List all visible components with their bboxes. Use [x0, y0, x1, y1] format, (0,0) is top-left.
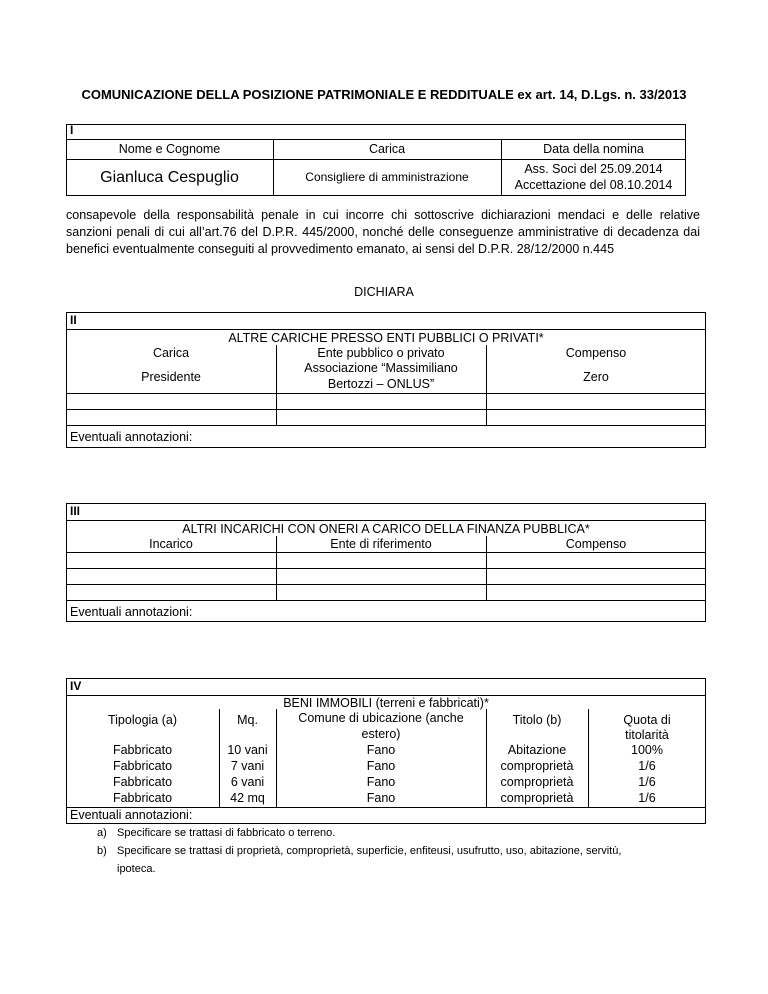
nomination-date-1: Ass. Soci del 25.09.2014 [524, 162, 663, 176]
header-titolo: Titolo (b) [512, 713, 562, 727]
row-titolo: Abitazione [507, 743, 567, 757]
header-ente-riferimento: Ente di riferimento [330, 537, 432, 551]
nomination-date-2: Accettazione del 08.10.2014 [514, 178, 673, 192]
section-1-number: I [70, 123, 74, 137]
section-4-number: IV [70, 679, 82, 693]
header-name: Nome e Cognome [118, 142, 221, 156]
header-compenso: Compenso [565, 346, 627, 360]
person-role: Consigliere di amministrazione [305, 170, 469, 184]
header-carica: Carica [152, 346, 190, 360]
footnote-b-text-1: Specificare se trattasi di proprietà, comproprietà, superficie, enfiteusi, usufrutto, uso, abitazione, servitù, [117, 845, 622, 857]
row-quota: 100% [631, 743, 663, 757]
row-tipologia: Fabbricato [112, 775, 173, 789]
row-tipologia: Fabbricato [112, 791, 173, 805]
section-3-number: III [70, 504, 81, 518]
section-2-number: II [70, 313, 77, 327]
ente-value-1: Associazione “Massimiliano [304, 361, 458, 375]
row-tipologia: Fabbricato [112, 759, 173, 773]
compenso-value: Zero [583, 370, 609, 384]
header-mq: Mq. [237, 713, 258, 727]
header-ente: Ente pubblico o privato [317, 346, 445, 360]
row-comune: Fano [366, 791, 396, 805]
section-3-heading: ALTRI INCARICHI CON ONERI A CARICO DELLA FINANZA PUBBLICA* [182, 522, 590, 536]
section-3-notes: Eventuali annotazioni: [70, 605, 193, 619]
header-quota-1: Quota di [623, 713, 671, 727]
row-quota: 1/6 [638, 775, 656, 789]
row-quota: 1/6 [638, 759, 656, 773]
page-title: COMUNICAZIONE DELLA POSIZIONE PATRIMONIALE E REDDITUALE ex art. 14, D.Lgs. n. 33/2013 [81, 87, 687, 102]
header-comune-2: estero) [361, 727, 401, 741]
row-comune: Fano [366, 759, 396, 773]
row-comune: Fano [366, 775, 396, 789]
header-compenso-3: Compenso [565, 537, 627, 551]
section-4-heading: BENI IMMOBILI (terreni e fabbricati)* [283, 696, 489, 710]
section-2-notes: Eventuali annotazioni: [70, 430, 193, 444]
footnote-b-mark: b) [97, 845, 107, 857]
carica-value: Presidente [141, 370, 201, 384]
section-2-heading: ALTRE CARICHE PRESSO ENTI PUBBLICI O PRIVATI* [228, 331, 544, 345]
row-mq: 42 mq [230, 791, 265, 805]
row-mq: 7 vani [230, 759, 265, 773]
declaration-paragraph: consapevole della responsabilità penale in cui incorre chi sottoscrive dichiarazioni mendaci e delle relative sanzioni penali di cui all’art.76 del D.P.R. 445/2000, nonché delle conseguenze amministrative di decadenza dai benefici eventualmente conseguiti al provvedimento emanato, ai sensi del D.P.R. 28/12/2000 n.445 [66, 208, 700, 256]
header-role: Carica [368, 142, 406, 156]
ente-value-2: Bertozzi – ONLUS” [327, 377, 435, 391]
header-quota-2: titolarità [625, 728, 669, 742]
row-comune: Fano [366, 743, 396, 757]
row-titolo: comproprietà [500, 759, 574, 773]
row-titolo: comproprietà [500, 775, 574, 789]
header-tipologia: Tipologia (a) [107, 713, 177, 727]
footnote-a-mark: a) [97, 827, 107, 839]
row-mq: 6 vani [230, 775, 265, 789]
header-incarico: Incarico [149, 537, 193, 551]
footnote-a-text: Specificare se trattasi di fabbricato o terreno. [117, 827, 336, 839]
row-quota: 1/6 [638, 791, 656, 805]
person-name: Gianluca Cespuglio [100, 169, 239, 186]
row-tipologia: Fabbricato [112, 743, 173, 757]
section-4-notes: Eventuali annotazioni: [70, 808, 193, 822]
header-date: Data della nomina [543, 142, 644, 156]
declare-heading: DICHIARA [354, 285, 414, 299]
footnote-b-text-2: ipoteca. [117, 863, 156, 875]
header-comune-1: Comune di ubicazione (anche [298, 711, 464, 725]
row-mq: 10 vani [227, 743, 268, 757]
row-titolo: comproprietà [500, 791, 574, 805]
